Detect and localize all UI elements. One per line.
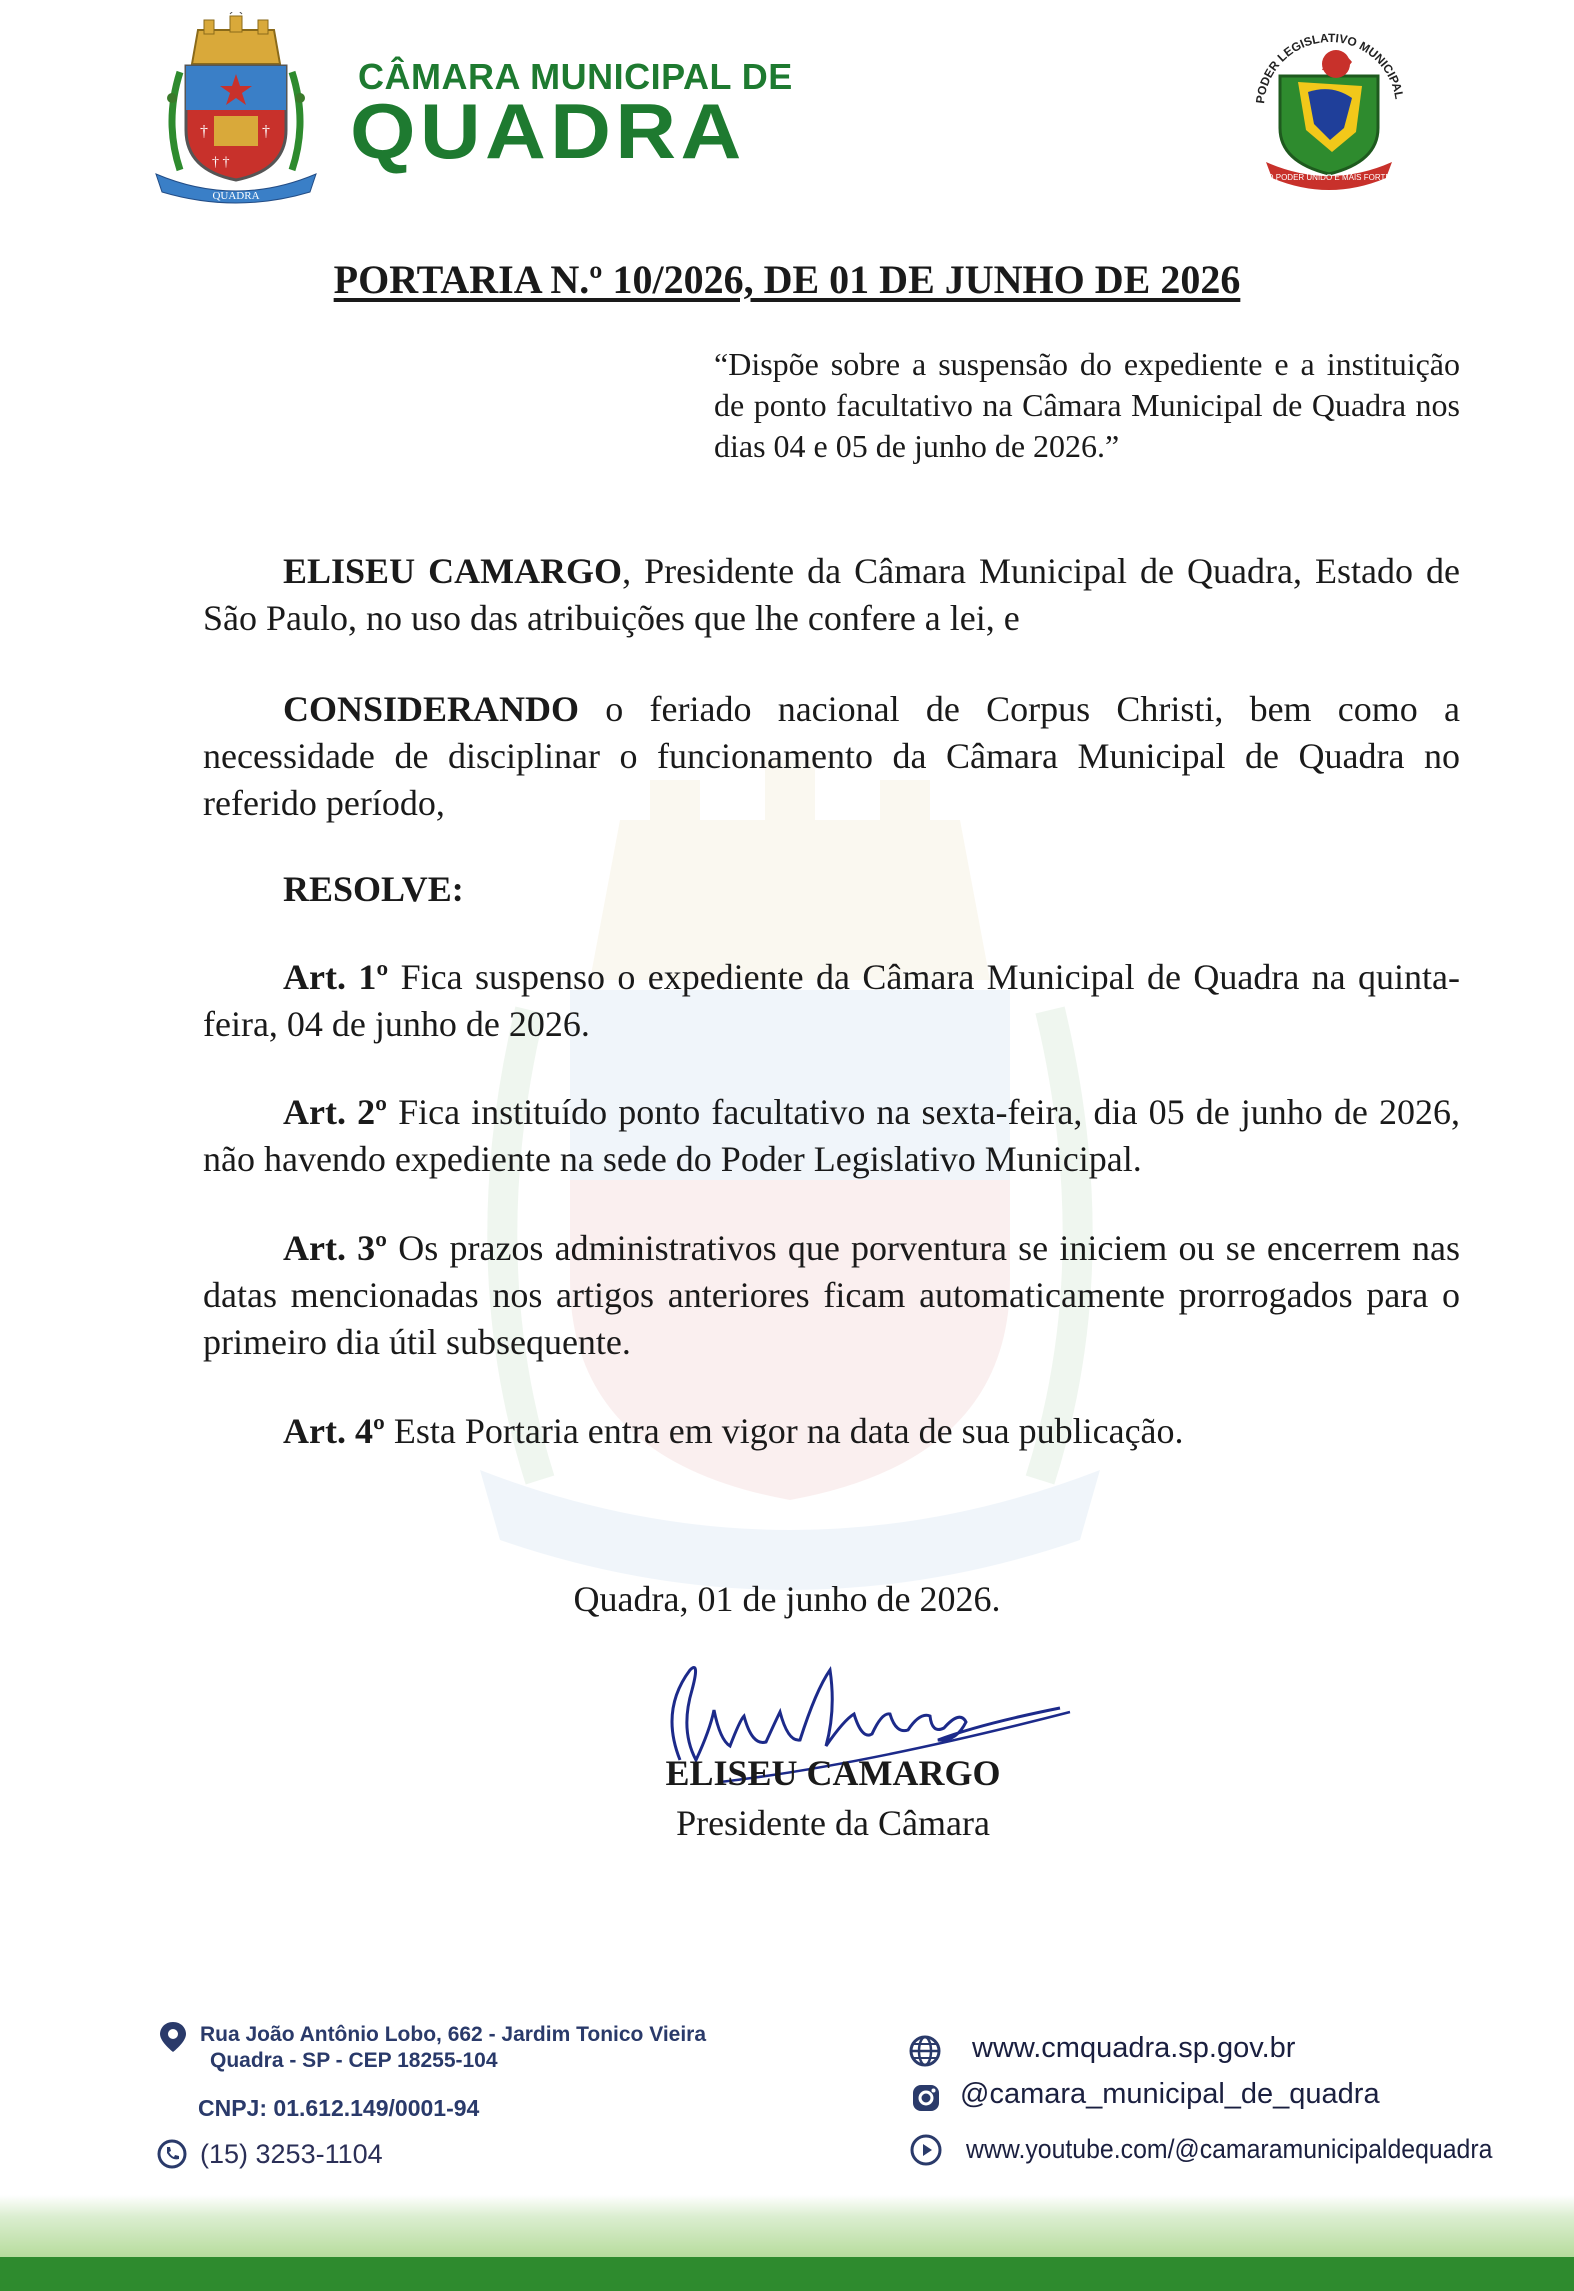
legislative-seal-logo — [1236, 12, 1422, 198]
footer-bar-light — [0, 2195, 1574, 2257]
website-link[interactable]: www.cmquadra.sp.gov.br — [972, 2032, 1296, 2064]
phone-number: (15) 3253-1104 — [200, 2139, 383, 2169]
brand-line1: CÂMARA MUNICIPAL DE — [358, 56, 793, 97]
svg-text:†: † — [262, 123, 270, 140]
article-3-text: Os prazos administrativos que porventura se iniciem ou se encerrem nas datas mencionadas nos artigos anteriores ficam automaticamente prorrogados para o primeiro dia útil subsequente. — [203, 1228, 1460, 1362]
article-4 — [283, 1408, 1184, 1455]
ementa: “Dispõe sobre a suspensão do expediente e a instituição de ponto facultativo na Câmara Municipal de Quadra nos dias 04 e 05 de junho de 2026.” — [714, 346, 1460, 464]
intro-paragraph — [203, 548, 1460, 642]
svg-text:†: † — [200, 123, 208, 140]
youtube-link[interactable]: www.youtube.com/@camaramunicipaldequadra — [966, 2134, 1493, 2164]
address-line2: Quadra - SP - CEP 18255-104 — [210, 2049, 498, 2072]
brand-line2: QUADRA — [350, 87, 746, 175]
considerando-label: CONSIDERANDO — [283, 689, 580, 729]
footer-bar-dark — [0, 2257, 1574, 2291]
article-1-text: Fica suspenso o expediente da Câmara Municipal de Quadra na quinta-feira, 04 de junho de 2026. — [203, 957, 1460, 1044]
article-3 — [203, 1225, 1460, 1366]
article-2-text: Fica instituído ponto facultativo na sexta-feira, dia 05 de junho de 2026, não havendo expediente na sede do Poder Legislativo Municipal. — [203, 1092, 1460, 1179]
intro-text: , Presidente da Câmara Municipal de Quadra, Estado de São Paulo, no uso das atribuições que lhe confere a lei, e — [203, 551, 1461, 638]
phone-icon — [157, 2139, 187, 2169]
svg-text:† †: † † — [212, 155, 230, 170]
resolve-heading: RESOLVE: — [283, 869, 464, 909]
instagram-icon — [910, 2082, 942, 2114]
considerando-text: o feriado nacional de Corpus Christi, bem como a necessidade de disciplinar o funcionamento da Câmara Municipal de Quadra no referido período, — [203, 689, 1460, 823]
seal-ring-text: PODER LEGISLATIVO MUNICIPAL — [1253, 30, 1407, 105]
document-title: PORTARIA N.º 10/2026, DE 01 DE JUNHO DE 2026 — [333, 257, 1241, 302]
article-2-label: Art. 2º — [283, 1092, 387, 1132]
address-line1: Rua João Antônio Lobo, 662 - Jardim Tonico Vieira — [200, 2023, 707, 2046]
globe-icon — [908, 2034, 942, 2068]
seal-ribbon-text: O PODER UNIDO E MAIS FORTE — [1267, 173, 1391, 182]
municipal-crest-logo — [150, 12, 322, 207]
place-date: Quadra, 01 de junho de 2026. — [573, 1579, 1001, 1619]
signatory-role: Presidente da Câmara — [676, 1803, 990, 1843]
article-4-label: Art. 4º — [283, 1411, 385, 1451]
cnpj: CNPJ: 01.612.149/0001-94 — [198, 2095, 480, 2121]
article-4-text: Esta Portaria entra em vigor na data de sua publicação. — [384, 1411, 1184, 1451]
crest-ribbon-text: QUADRA — [212, 190, 260, 202]
signatory-name: ELISEU CAMARGO — [665, 1753, 1001, 1793]
location-pin-icon — [158, 2020, 188, 2054]
article-1-label: Art. 1º — [283, 957, 389, 997]
article-2 — [203, 1089, 1460, 1183]
president-name: ELISEU CAMARGO — [283, 551, 623, 591]
youtube-icon — [910, 2134, 942, 2166]
considerando-paragraph — [203, 686, 1460, 827]
instagram-handle[interactable]: @camara_municipal_de_quadra — [960, 2078, 1380, 2110]
article-1 — [203, 954, 1460, 1048]
article-3-label: Art. 3º — [283, 1228, 388, 1268]
